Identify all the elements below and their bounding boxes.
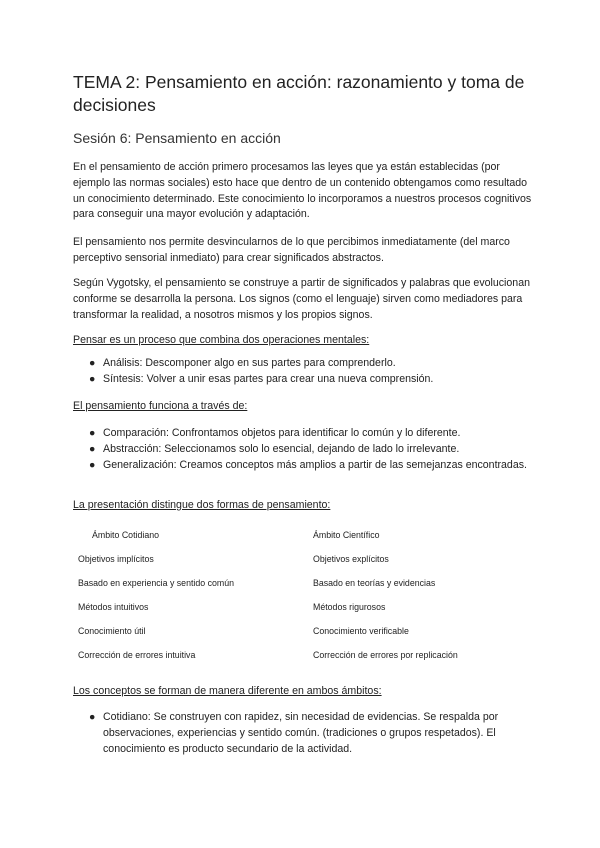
paragraph-abstraction: El pensamiento nos permite desvincularnos de lo que percibimos inmediatamente (del marco perceptivo sensorial inmediato) para crear significados abstractos. <box>73 236 510 264</box>
table-cell: Objetivos implícitos <box>78 554 154 564</box>
list-item: ● Análisis: Descomponer algo en sus partes para comprenderlo. <box>73 356 533 372</box>
section-heading-operations: Pensar es un proceso que combina dos operaciones mentales: <box>73 334 370 346</box>
table-cell: Objetivos explícitos <box>313 554 389 564</box>
list-item: ● Comparación: Confrontamos objetos para identificar lo común y lo diferente. <box>73 426 533 442</box>
section-heading-functions: El pensamiento funciona a través de: <box>73 400 248 412</box>
bullet-icon: ● <box>89 442 96 455</box>
table-cell: Corrección de errores intuitiva <box>78 650 196 660</box>
table-row <box>73 619 533 643</box>
session-heading: Sesión 6: Pensamiento en acción <box>73 130 281 146</box>
table-header-cientifico: Ámbito Científico <box>313 530 380 540</box>
table-header-row <box>73 523 533 547</box>
bullet-icon: ● <box>89 357 96 369</box>
list-item: ● Abstracción: Seleccionamos solo lo esencial, dejando de lado lo irrelevante. <box>73 442 533 458</box>
operations-list <box>73 356 533 388</box>
bullet-icon: ● <box>89 458 96 471</box>
table-cell: Métodos rigurosos <box>313 602 386 612</box>
table-cell: Métodos intuitivos <box>78 602 149 612</box>
table-cell: Basado en experiencia y sentido común <box>78 578 234 588</box>
table-row <box>73 571 533 595</box>
comparison-table <box>73 523 533 667</box>
section-heading-forms: La presentación distingue dos formas de pensamiento: <box>73 499 331 511</box>
bullet-icon: ● <box>89 427 96 439</box>
concepts-list <box>73 710 533 757</box>
functions-list <box>73 426 533 473</box>
table-cell: Conocimiento verificable <box>313 626 409 636</box>
table-header-cotidiano: Ámbito Cotidiano <box>92 530 159 540</box>
table-cell: Conocimiento útil <box>78 626 146 636</box>
paragraph-vygotsky: Según Vygotsky, el pensamiento se construye a partir de significados y palabras que evolucionan conforme se desarrolla la persona. Los signos (como el lenguaje) sirven como mediadores para transformar la realidad, a nosotros mismos y los propios signos. <box>73 277 530 321</box>
section-heading-concepts: Los conceptos se forman de manera diferente en ambos ámbitos: <box>73 685 382 697</box>
table-row <box>73 643 533 667</box>
table-cell: Corrección de errores por replicación <box>313 650 458 660</box>
bullet-icon: ● <box>89 711 96 723</box>
page-title: TEMA 2: Pensamiento en acción: razonamiento y toma de decisiones <box>73 72 525 115</box>
table-cell: Basado en teorías y evidencias <box>313 578 436 588</box>
list-item: ● Generalización: Creamos conceptos más amplios a partir de las semejanzas encontradas. <box>73 458 533 474</box>
list-item: ● Cotidiano: Se construyen con rapidez, sin necesidad de evidencias. Se respalda por observaciones, experiencias y sentido común. (tradiciones o grupos respetados). El conocimiento es producto secundario de la actividad. <box>89 711 499 755</box>
bullet-icon: ● <box>89 372 96 385</box>
table-row <box>73 595 533 619</box>
paragraph-intro: En el pensamiento de acción primero procesamos las leyes que ya están establecidas (por ejemplo las normas sociales) esto hace que dentro de un contenido obtengamos como resultado un conocimiento determinado. Este conocimiento lo incorporamos a nuestros procesos cognitivos para conseguir una mayor evolución y adaptación. <box>73 161 532 221</box>
list-item: ● Síntesis: Volver a unir esas partes para crear una nueva comprensión. <box>73 372 533 388</box>
table-row <box>73 547 533 571</box>
